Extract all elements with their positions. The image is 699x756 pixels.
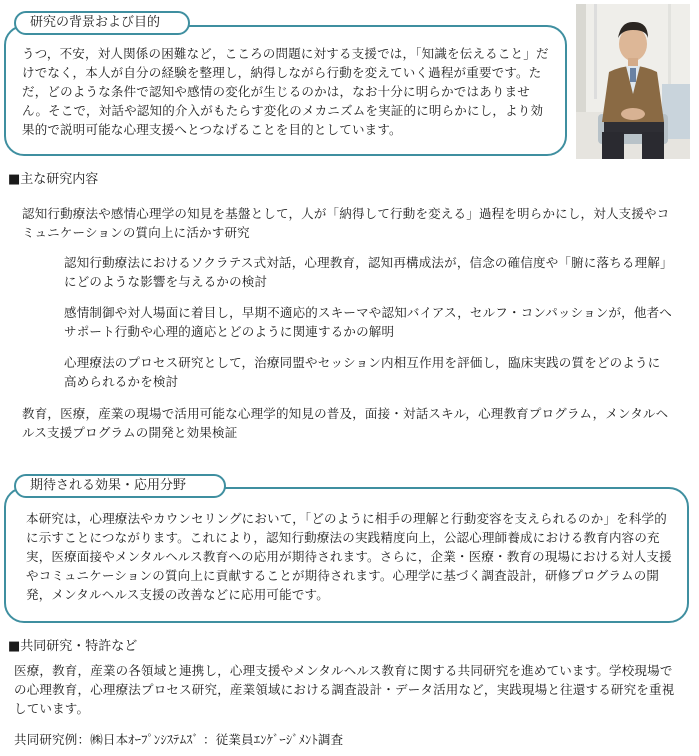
researcher-photo: [576, 4, 690, 159]
collab-example: 共同研究例：㈱日本ｵｰﾌﾟﾝｼｽﾃﾑｽﾞ ：従業員ｴﾝｹﾞｰｼﾞﾒﾝﾄ調査: [14, 732, 344, 747]
research-heading: ■主な研究内容: [8, 172, 99, 187]
person-photo-icon: [576, 4, 690, 159]
background-body: うつ，不安，対人関係の困難など，こころの問題に対する支援では，「知識を伝えること」だけでなく，本人が自分の経験を整理し，納得しながら行動を変えていく過程が重要です。ただ，どのような条件で認知や感情の変化が生じるのかは，なお十分に明らかではありません。そこで，対話や認知的介入がもたらす変化のメカニズムを実証的に明らかにし，より効果的で説明可能な心理支援へとつなげることを目的としています。: [22, 46, 549, 137]
research-item: 心理療法のプロセス研究として，治療同盟やセッション内相互作用を評価し，臨床実践の質をどのように高められるかを検討: [64, 355, 661, 389]
research-intro: 認知行動療法や感情心理学の知見を基盤として，人が「納得して行動を変える」過程を明らかにし，対人支援やコミュニケーションの質向上に活かす研究: [22, 206, 670, 240]
research-item: 感情制御や対人場面に着目し，早期不適応的スキーマや認知バイアス，セルフ・コンパッションが，他者へサポート行動や心理的適応とどのように関連するかの解明: [64, 305, 672, 339]
effects-title: 期待される効果・応用分野: [14, 474, 226, 498]
collab-heading: ■共同研究・特許など: [8, 639, 138, 654]
effects-body: 本研究は，心理療法やカウンセリングにおいて，「どのように相手の理解と行動変容を支えられるのか」を科学的に示すことにつながります。これにより，認知行動療法の実践精度向上，公認心理師養成における教育内容の充実，医療面接やメンタルヘルス教育への応用が期待されます。さらに，企業・医療・教育の現場における対人支援やコミュニケーションの質向上に貢献することが期待されます。心理学に基づく調査設計，研修プログラムの開発，メンタルヘルス支援の改善などに応用可能です。: [26, 511, 672, 602]
background-title: 研究の背景および目的: [14, 11, 190, 35]
research-item: 認知行動療法におけるソクラテス式対話，心理教育，認知再構成法が，信念の確信度や「腑に落ちる理解」にどのような影響を与えるかの検討: [64, 255, 667, 289]
collab-body: 医療，教育，産業の各領域と連携し，心理支援やメンタルヘルス教育に関する共同研究を進めています。学校現場での心理教育，心理療法プロセス研究，産業領域における調査設計・データ活用など，実践現場と往還する研究を重視しています。: [14, 663, 675, 716]
research-outro: 教育，医療，産業の現場で活用可能な心理学的知見の普及，面接・対話スキル，心理教育プログラム，メンタルヘルス支援プログラムの開発と効果検証: [22, 406, 669, 440]
